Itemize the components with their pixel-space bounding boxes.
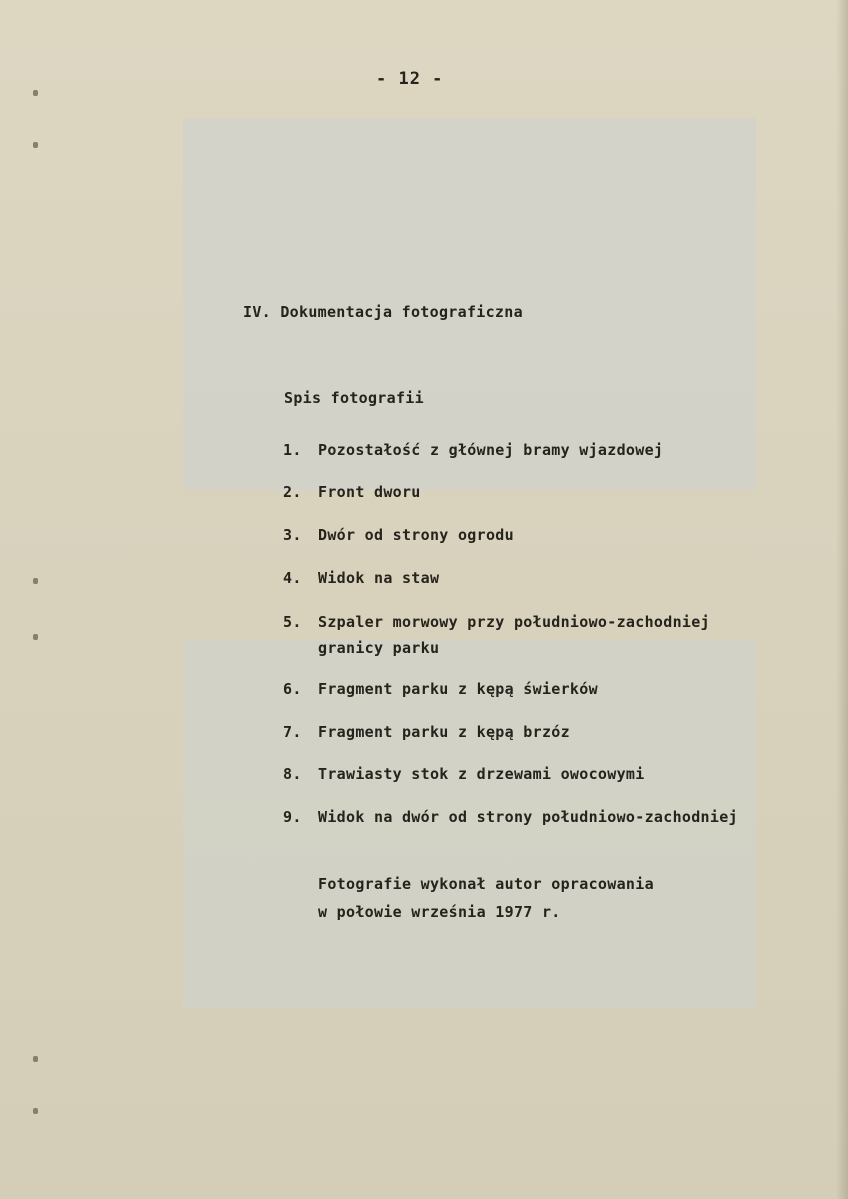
list-item-text: Front dworu xyxy=(318,483,421,501)
list-item-number: 3. xyxy=(283,526,302,544)
page-number: - 12 - xyxy=(376,69,444,89)
list-item-text: Fragment parku z kępą brzóz xyxy=(318,723,570,741)
binding-hole-mark xyxy=(33,634,38,640)
list-item-text: Trawiasty stok z drzewami owocowymi xyxy=(318,765,645,783)
list-item-number: 4. xyxy=(283,569,302,587)
list-item-number: 8. xyxy=(283,765,302,783)
binding-hole-mark xyxy=(33,578,38,584)
list-item-text: Dwór od strony ogrodu xyxy=(318,526,514,544)
note-line-1: Fotografie wykonał autor opracowania xyxy=(318,875,654,893)
section-heading: IV. Dokumentacja fotograficzna xyxy=(243,303,523,321)
list-item-number: 9. xyxy=(283,808,302,826)
list-item-text: Szpaler morwowy przy południowo-zachodniej xyxy=(318,613,710,631)
list-item-number: 1. xyxy=(283,441,302,459)
page-edge-shadow xyxy=(836,0,848,1199)
list-item-text: Widok na dwór od strony południowo-zachodniej xyxy=(318,808,738,826)
list-title: Spis fotografii xyxy=(284,389,424,407)
binding-hole-mark xyxy=(33,142,38,148)
binding-hole-mark xyxy=(33,1108,38,1114)
list-item-text: Fragment parku z kępą świerków xyxy=(318,680,598,698)
list-item-number: 6. xyxy=(283,680,302,698)
list-item-number: 2. xyxy=(283,483,302,501)
list-item-text: Pozostałość z głównej bramy wjazdowej xyxy=(318,441,664,459)
list-item-number: 5. xyxy=(283,613,302,631)
binding-hole-mark xyxy=(33,1056,38,1062)
binding-hole-mark xyxy=(33,90,38,96)
list-item-number: 7. xyxy=(283,723,302,741)
note-line-2: w połowie września 1977 r. xyxy=(318,903,561,921)
list-item-continuation: granicy parku xyxy=(318,639,440,657)
list-item-text: Widok na staw xyxy=(318,569,440,587)
